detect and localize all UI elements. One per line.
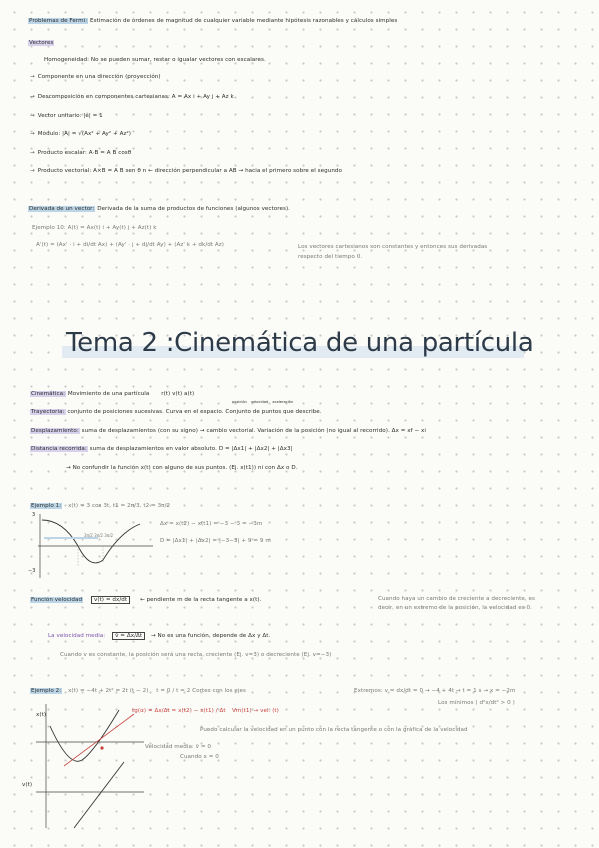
ex2-axis-x: x(t) [36, 712, 47, 718]
derivative-eq: A'(t) = (Ax' · i + di/dt Ax) + (Ay' · j + dj/dt Ay) + (Az' k + dk/dt Az) [36, 242, 225, 248]
example1-dx: Δx = x(t2) − x(t1) = −3 − 3 = −3m [160, 521, 263, 527]
ex1-ytop: 3 [32, 512, 36, 518]
vector-item: → Producto vectorial: A×B = A B sen θ n ← dirección perpendicular a AB → hacia el primero sobre el segundo [30, 168, 342, 174]
arrow-right-icon: → [30, 113, 35, 119]
mean-velocity-line: La velocidad media: v̄ = Δx/Δt → No es una función, depende de Δx y Δt. [48, 633, 271, 639]
vector-item: → Producto escalar: A·B = A B cosθ [30, 150, 132, 156]
arrow-right-icon: → [30, 150, 35, 156]
trajectory-line: Trayectoria: conjunto de posiciones sucesivas. Curva en el espacio. Conjunto de puntos que describe. [31, 409, 322, 415]
derivative-line [28, 206, 290, 212]
page-title: Tema 2 :Cinemática de una partícula [66, 328, 534, 358]
example2-graph [24, 696, 194, 836]
constant-velocity-line: Cuando v es constante, la posición será una recta, creciente (Ej. v=3) o decreciente (Ej. v=−3) [60, 652, 332, 658]
distance-line: Distancia recorrida: suma de desplazamientos en valor absoluto. D = |Δx1| + |Δx2| + |Δx3| [31, 446, 293, 452]
vector-item: Homogeneidad: No se pueden sumar, restar o igualar vectores con escalares. [44, 57, 266, 63]
example2-mean-note: Velocidad media: v̄ = 0 [145, 744, 212, 750]
example1-line: Ejemplo 1: x(t) = 3 cos 3t, t1 = 2π/3, t2 = 3π/2 [31, 503, 171, 509]
vectors-heading: Vectores [29, 40, 54, 46]
derivative-note-2: respecto del tiempo 0. [298, 254, 363, 260]
fermi-label: Problemas de Fermi: [29, 18, 88, 24]
arrow-right-icon: → [30, 94, 35, 100]
derivative-label: Derivada de un vector: [29, 206, 95, 212]
example2-note: Puedo calcular la velocidad en un punto con la recta tangente o con la gráfica de la velocidad [200, 727, 468, 733]
derivative-note-1: Los vectores cartesianos son constantes y entonces sus derivadas [298, 244, 488, 250]
example2-extremes: Extremos: v = dx/dt = 0 → −4 + 4t → t = 1 s → x = −2m [354, 688, 516, 694]
arrow-right-icon: → [30, 74, 35, 80]
derivative-text: Derivada de la suma de productos de funciones (algunos vectores). [97, 206, 291, 212]
example2-tangent: tg(α) = Δx/Δt = x(t2) − x(t1) / Δt [132, 708, 226, 714]
displacement-line: Desplazamiento: suma de desplazamientos (con su signo) → cambio vectorial. Variación de la posición (no igual al recorrido). Δx = xf − xi [31, 428, 426, 434]
example2-line: Ejemplo 2: x(t) = −4t + 2t² = 2t (t − 2) t = 0 / t = 2 Cortes con los ejes [31, 688, 246, 694]
arrow-right-icon: → [30, 168, 35, 174]
fermi-text: Estimación de órdenes de magnitud de cualquier variable mediante hipótesis razonables y cálculos simples [89, 18, 398, 24]
velocity-line: Función velocidad v(t) = dx/dt ← pendiente m de la recta tangente a x(t). [31, 597, 262, 603]
example1-graph [28, 510, 158, 582]
example1-d: D = |Δx1| + |Δx2| = |−3−3| + 9 = 9 m [160, 538, 271, 544]
velocity-side-2: decir, en un extremo de la posición, la velocidad es 0. [378, 605, 532, 611]
vector-item: → Componente en una dirección (proyección) [30, 74, 161, 80]
derivative-example-eq: A(t) = Ax(t) i + Ay(t) j + Az(t) k [67, 225, 157, 231]
arrow-right-icon: → [30, 131, 35, 137]
velocity-side-1: Cuando haya un cambio de creciente a decreciente, es [378, 596, 535, 602]
vectors-heading-line [28, 40, 54, 46]
ex1-ann: 3π/2 3π/2 3π/2 [84, 533, 114, 538]
derivative-example [32, 225, 157, 231]
derivative-example-label: Ejemplo 10: [32, 225, 66, 231]
ex1-ybot: −3 [28, 568, 36, 574]
kinematics-sublabels: posición velocidad aceleración [232, 400, 294, 404]
example2-minimum: Los mínimos ( d²x/dt² > 0 ) [438, 700, 515, 706]
kinematics-line: Cinemática: Movimiento de una partícula r(t) v(t) a(t) [31, 391, 195, 397]
vector-item: → Descomposición en componentes cartesianas: A = Ax i + Ay j + Az k [30, 94, 234, 100]
warning-line: → No confundir la función x(t) con alguno de sus puntos. (Ej. x(t1)) ni con Δx o D. [66, 465, 298, 471]
ex2-axis-v: v(t) [22, 782, 33, 788]
vector-item: → Vector unitario: |ê| = 1 [30, 113, 103, 119]
vector-item: → Módulo: |A| = √(Ax² + Ay² + Az²) [30, 131, 131, 137]
fermi-line [28, 18, 397, 24]
example2-tangent2: Vm(t1) → vel. (t) [232, 708, 279, 714]
example2-mean-note2: Cuando x = 0 [180, 754, 219, 760]
